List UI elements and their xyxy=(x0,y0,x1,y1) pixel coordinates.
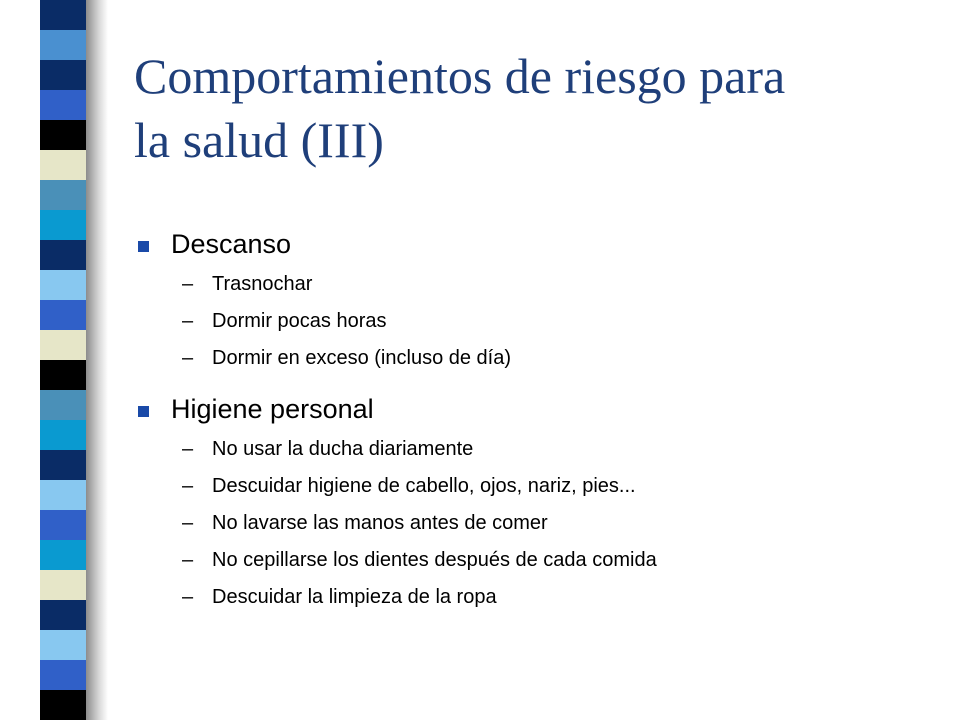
slide-title xyxy=(134,44,934,172)
stripe-segment xyxy=(40,270,86,300)
stripe-segment xyxy=(40,450,86,480)
stripe-segment xyxy=(40,480,86,510)
stripe-segment xyxy=(40,390,86,420)
title-line-2: la salud (III) xyxy=(134,112,384,168)
bullet-heading: Higiene personal xyxy=(171,394,374,424)
sub-item-text: Dormir pocas horas xyxy=(212,310,387,332)
title-line-1: Comportamientos de riesgo para xyxy=(134,48,786,104)
dash-marker: – xyxy=(182,549,194,571)
bullet-heading: Descanso xyxy=(171,229,292,259)
square-bullet-icon xyxy=(138,241,149,252)
bullet-higiene-personal xyxy=(134,387,934,431)
sub-item xyxy=(134,579,934,616)
dash-marker: – xyxy=(182,310,194,332)
stripe-segment xyxy=(40,420,86,450)
stripe-segment xyxy=(40,150,86,180)
stripe-segment xyxy=(40,120,86,150)
stripe-segment xyxy=(40,660,86,690)
sub-item-text: No lavarse las manos antes de comer xyxy=(212,512,548,534)
stripe-segment xyxy=(40,210,86,240)
sub-item xyxy=(134,340,934,377)
stripe-segment xyxy=(40,240,86,270)
stripe-segment xyxy=(40,300,86,330)
stripe-segment xyxy=(40,540,86,570)
stripe-segment xyxy=(40,630,86,660)
sub-item-text: Dormir en exceso (incluso de día) xyxy=(212,347,512,369)
sub-item xyxy=(134,431,934,468)
sub-item-text: No cepillarse los dientes después de cada comida xyxy=(212,549,657,571)
stripe-segment xyxy=(40,690,86,720)
sub-item xyxy=(134,266,934,303)
decorative-stripe-bar xyxy=(40,0,86,720)
dash-marker: – xyxy=(182,512,194,534)
dash-marker: – xyxy=(182,586,194,608)
square-bullet-icon xyxy=(138,406,149,417)
dash-marker: – xyxy=(182,438,194,460)
stripe-segment xyxy=(40,330,86,360)
dash-marker: – xyxy=(182,475,194,497)
sub-item-text: No usar la ducha diariamente xyxy=(212,438,474,460)
slide-content xyxy=(134,222,934,616)
bullet-descanso xyxy=(134,222,934,266)
stripe-segment xyxy=(40,180,86,210)
stripe-segment xyxy=(40,360,86,390)
sub-item-text: Descuidar higiene de cabello, ojos, nariz, pies... xyxy=(212,475,636,497)
stripe-segment xyxy=(40,0,86,30)
stripe-segment xyxy=(40,570,86,600)
stripe-segment xyxy=(40,510,86,540)
stripe-shadow xyxy=(86,0,108,720)
sub-item-text: Descuidar la limpieza de la ropa xyxy=(212,586,497,608)
sub-item xyxy=(134,303,934,340)
sub-item xyxy=(134,542,934,579)
stripe-segment xyxy=(40,90,86,120)
stripe-segment xyxy=(40,600,86,630)
stripe-segment xyxy=(40,30,86,60)
dash-marker: – xyxy=(182,347,194,369)
sub-item-text: Trasnochar xyxy=(212,273,313,295)
sub-item xyxy=(134,468,934,505)
dash-marker: – xyxy=(182,273,194,295)
sub-item xyxy=(134,505,934,542)
stripe-segment xyxy=(40,60,86,90)
